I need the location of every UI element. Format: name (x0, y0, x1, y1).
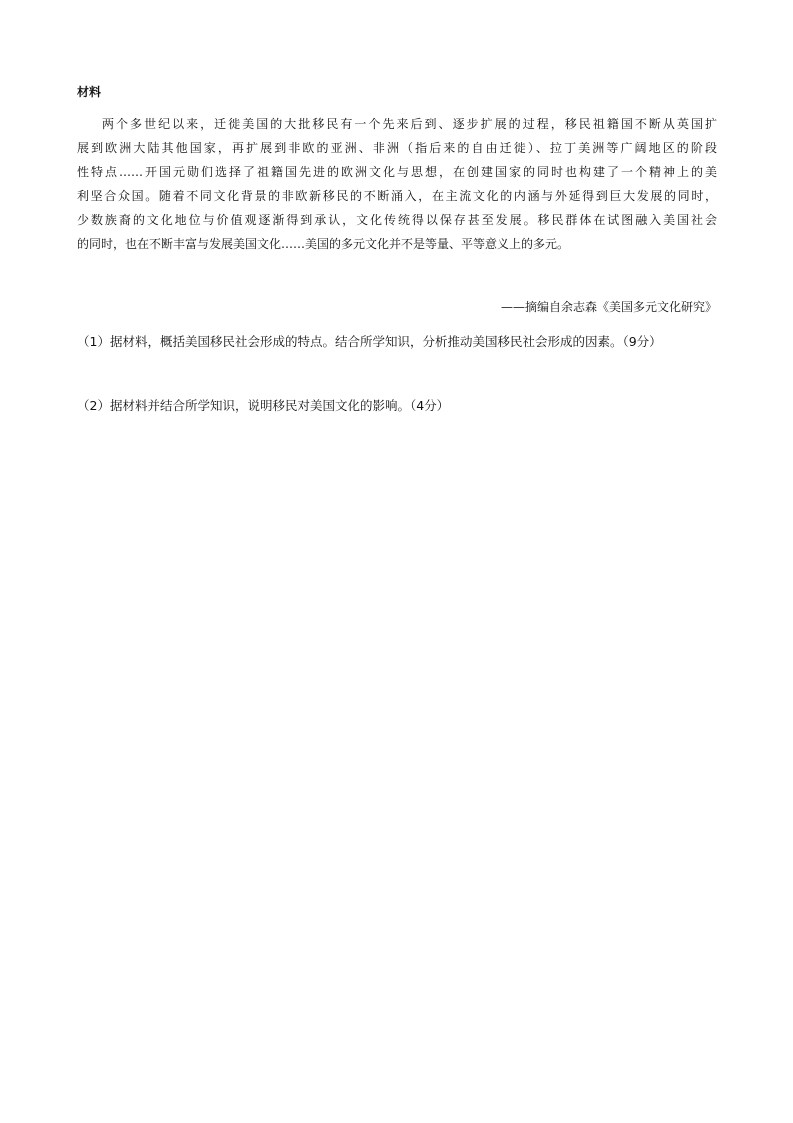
passage-line: 展到欧洲大陆其他国家，再扩展到非欧的亚洲、非洲（指后来的自由迁徙）、拉丁美洲等广阔地区的阶段 (77, 141, 717, 155)
material-passage (77, 112, 717, 256)
passage-line: 性特点……开国元勋们选择了祖籍国先进的欧洲文化与思想，在创建国家的同时也构建了一个精神上的美 (77, 165, 717, 179)
passage-source: ——摘编自余志森《美国多元文化研究》 (500, 300, 717, 314)
question-1: （1）据材料，概括美国移民社会形成的特点。结合所学知识，分析推动美国移民社会形成的因素。（9分） (77, 334, 662, 349)
question-2: （2）据材料并结合所学知识，说明移民对美国文化的影响。（4分） (77, 398, 450, 413)
material-heading: 材料 (77, 85, 102, 99)
passage-line: 利坚合众国。随着不同文化背景的非欧新移民的不断涌入，在主流文化的内涵与外延得到巨大发展的同时， (77, 189, 717, 203)
passage-line: 两个多世纪以来，迁徙美国的大批移民有一个先来后到、逐步扩展的过程，移民祖籍国不断从英国扩 (102, 117, 717, 131)
passage-line: 的同时，也在不断丰富与发展美国文化……美国的多元文化并不是等量、平等意义上的多元。 (77, 237, 570, 251)
passage-line: 少数族裔的文化地位与价值观逐渐得到承认，文化传统得以保存甚至发展。移民群体在试图融入美国社会 (77, 213, 717, 227)
